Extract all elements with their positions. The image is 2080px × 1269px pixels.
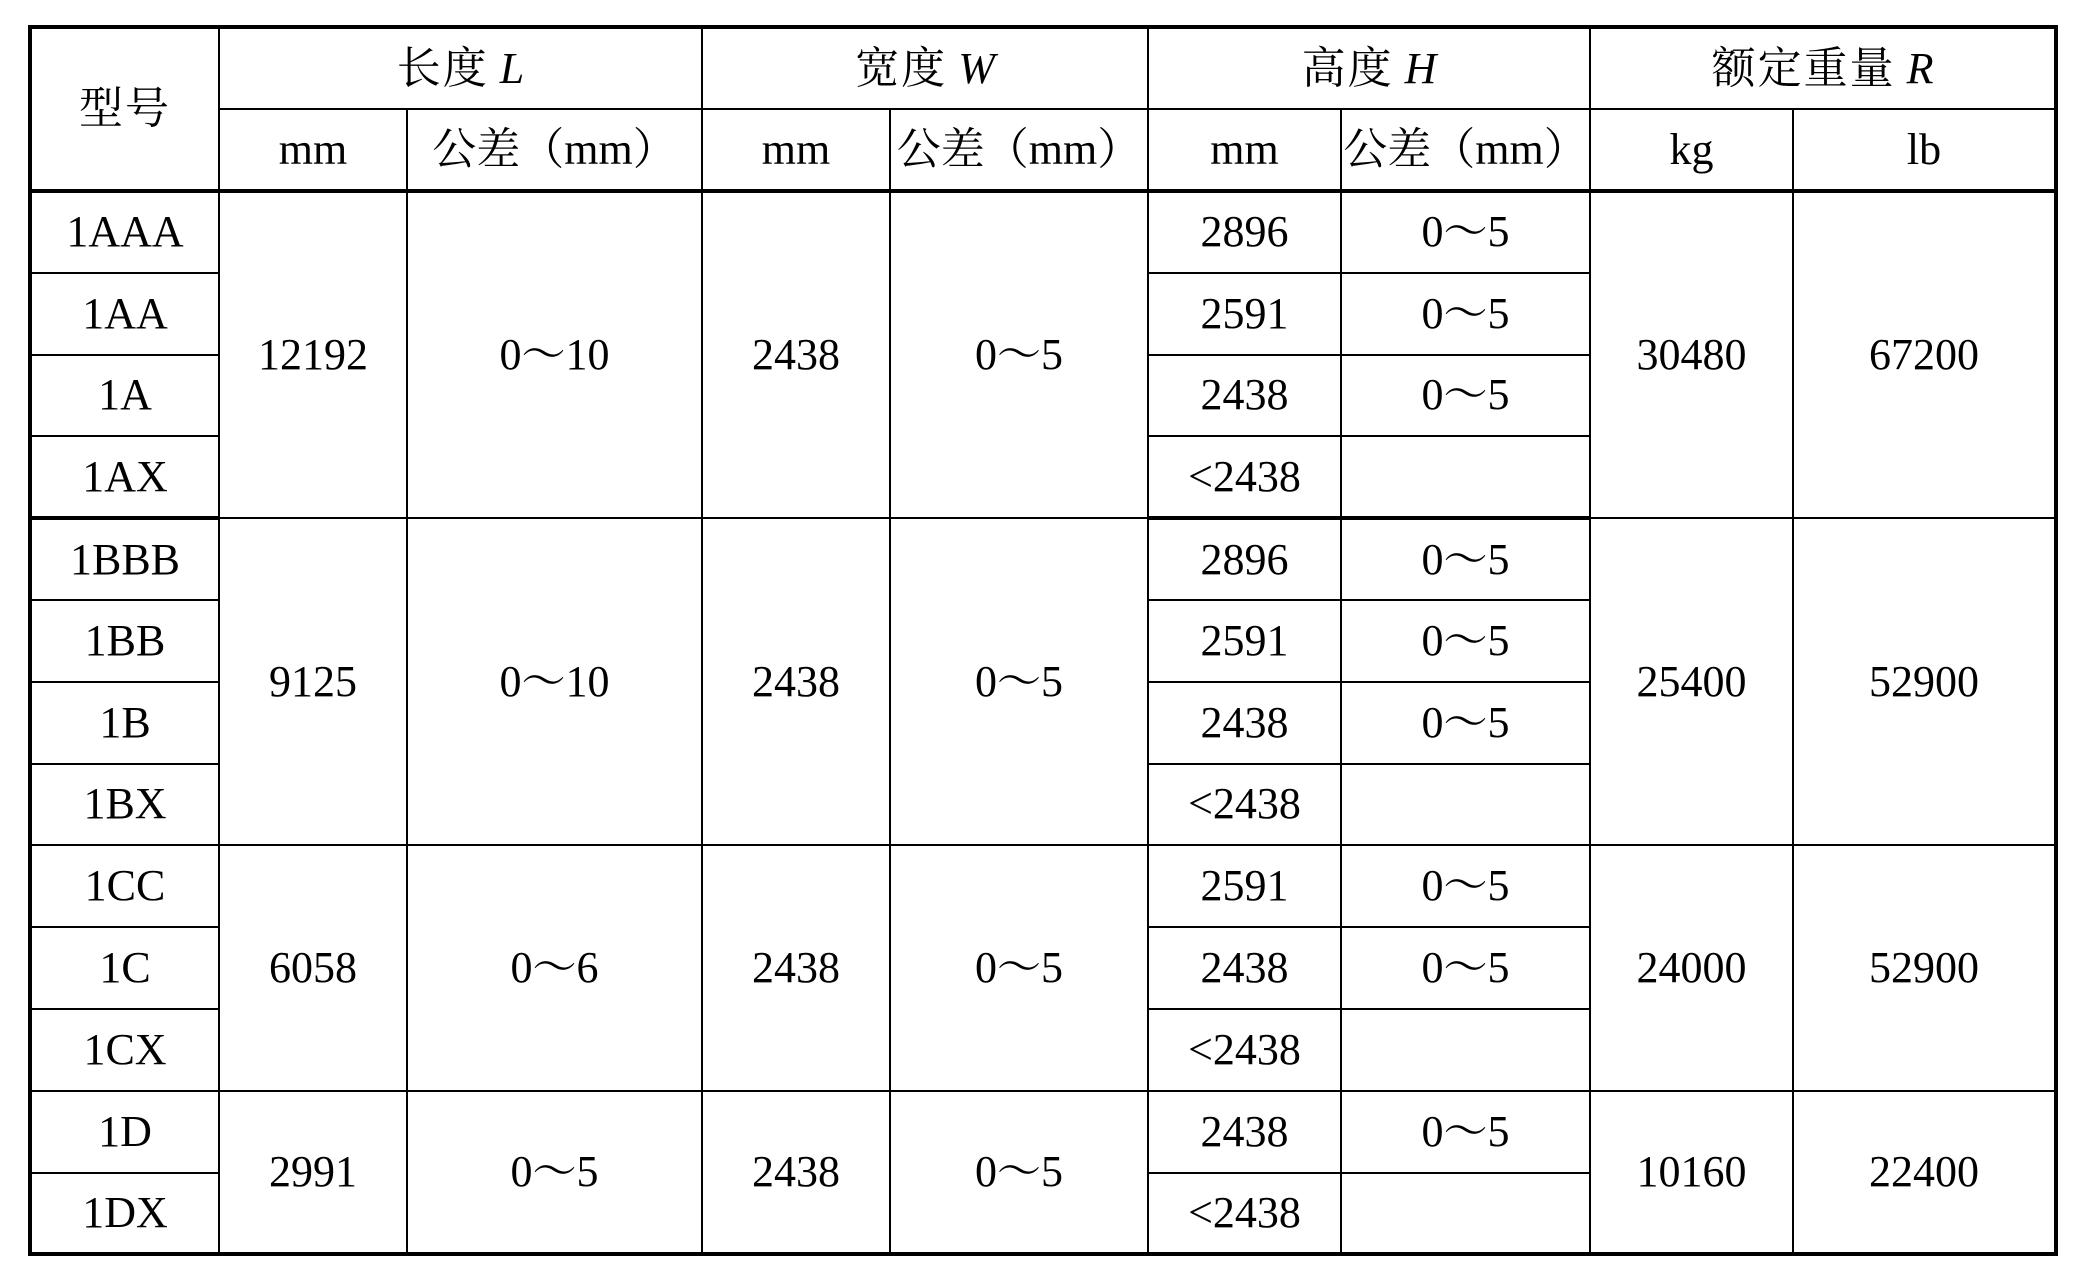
header-length-name: 长度	[396, 43, 489, 93]
cell-height-mm: 2591	[1148, 273, 1341, 355]
cell-height-tolerance: 0～5	[1341, 1091, 1590, 1173]
cell-height-mm: 2438	[1148, 355, 1341, 437]
header-rated-weight-symbol: R	[1906, 43, 1934, 93]
cell-width-tolerance: 0～5	[890, 518, 1148, 845]
subheader-height-mm: mm	[1148, 109, 1341, 191]
cell-model: 1DX	[30, 1173, 219, 1255]
cell-width-mm: 2438	[702, 191, 890, 518]
cell-height-tolerance: 0～5	[1341, 927, 1590, 1009]
header-width	[702, 27, 1148, 109]
subheader-weight-kg: kg	[1590, 109, 1793, 191]
subheader-weight-lb: lb	[1793, 109, 2056, 191]
header-width-name: 宽度	[855, 43, 948, 93]
cell-length-tolerance: 0～10	[407, 191, 702, 518]
cell-width-tolerance: 0～5	[890, 845, 1148, 1090]
cell-weight-kg: 24000	[1590, 845, 1793, 1090]
cell-height-mm: 2591	[1148, 845, 1341, 927]
cell-length-tolerance: 0～6	[407, 845, 702, 1090]
cell-model: 1BB	[30, 600, 219, 682]
cell-length-mm: 6058	[219, 845, 407, 1090]
cell-height-tolerance: 0～5	[1341, 845, 1590, 927]
table-row	[30, 845, 2056, 927]
cell-height-mm: <2438	[1148, 436, 1341, 518]
header-rated-weight	[1590, 27, 2056, 109]
header-height-symbol: H	[1404, 43, 1437, 93]
cell-model: 1BBB	[30, 518, 219, 600]
subheader-height-tolerance: 公差（mm）	[1341, 109, 1590, 191]
cell-model: 1CX	[30, 1009, 219, 1091]
cell-width-mm: 2438	[702, 1091, 890, 1255]
cell-weight-kg: 10160	[1590, 1091, 1793, 1255]
table-row	[30, 518, 2056, 600]
cell-height-tolerance: 0～5	[1341, 191, 1590, 273]
header-height-name: 高度	[1301, 43, 1394, 93]
cell-height-tolerance: 0～5	[1341, 682, 1590, 764]
cell-model: 1C	[30, 927, 219, 1009]
cell-height-mm: 2896	[1148, 191, 1341, 273]
table-body	[30, 191, 2056, 1254]
container-spec-table	[28, 25, 2058, 1256]
cell-height-mm: 2591	[1148, 600, 1341, 682]
header-group-row	[30, 27, 2056, 109]
header-width-symbol: W	[958, 43, 995, 93]
subheader-width-mm: mm	[702, 109, 890, 191]
cell-model: 1CC	[30, 845, 219, 927]
cell-width-tolerance: 0～5	[890, 191, 1148, 518]
container-spec-table-wrapper	[28, 25, 2054, 1252]
cell-model: 1AA	[30, 273, 219, 355]
table-row	[30, 1091, 2056, 1173]
header-rated-weight-name: 额定重量	[1711, 43, 1896, 93]
header-height	[1148, 27, 1590, 109]
cell-height-tolerance	[1341, 1009, 1590, 1091]
cell-weight-lb: 52900	[1793, 845, 2056, 1090]
subheader-length-mm: mm	[219, 109, 407, 191]
cell-height-tolerance: 0～5	[1341, 518, 1590, 600]
cell-height-mm: <2438	[1148, 764, 1341, 846]
cell-length-tolerance: 0～5	[407, 1091, 702, 1255]
cell-length-mm: 12192	[219, 191, 407, 518]
cell-length-mm: 9125	[219, 518, 407, 845]
cell-length-tolerance: 0～10	[407, 518, 702, 845]
cell-model: 1BX	[30, 764, 219, 846]
header-model: 型号	[30, 27, 219, 191]
cell-width-tolerance: 0～5	[890, 1091, 1148, 1255]
cell-height-mm: <2438	[1148, 1009, 1341, 1091]
header-unit-row	[30, 109, 2056, 191]
cell-weight-lb: 22400	[1793, 1091, 2056, 1255]
subheader-width-tolerance: 公差（mm）	[890, 109, 1148, 191]
header-length-symbol: L	[499, 43, 525, 93]
cell-height-mm: 2438	[1148, 1091, 1341, 1173]
cell-model: 1D	[30, 1091, 219, 1173]
subheader-length-tolerance: 公差（mm）	[407, 109, 702, 191]
cell-model: 1B	[30, 682, 219, 764]
cell-height-mm: 2438	[1148, 682, 1341, 764]
cell-height-tolerance: 0～5	[1341, 273, 1590, 355]
cell-height-tolerance	[1341, 764, 1590, 846]
table-row	[30, 191, 2056, 273]
cell-height-tolerance	[1341, 436, 1590, 518]
cell-weight-lb: 67200	[1793, 191, 2056, 518]
cell-model: 1AAA	[30, 191, 219, 273]
cell-height-mm: 2896	[1148, 518, 1341, 600]
cell-width-mm: 2438	[702, 518, 890, 845]
cell-height-tolerance: 0～5	[1341, 355, 1590, 437]
cell-weight-kg: 25400	[1590, 518, 1793, 845]
cell-length-mm: 2991	[219, 1091, 407, 1255]
header-length	[219, 27, 702, 109]
cell-model: 1AX	[30, 436, 219, 518]
cell-height-tolerance: 0～5	[1341, 600, 1590, 682]
cell-height-mm: 2438	[1148, 927, 1341, 1009]
cell-weight-kg: 30480	[1590, 191, 1793, 518]
cell-weight-lb: 52900	[1793, 518, 2056, 845]
cell-model: 1A	[30, 355, 219, 437]
cell-width-mm: 2438	[702, 845, 890, 1090]
cell-height-mm: <2438	[1148, 1173, 1341, 1255]
cell-height-tolerance	[1341, 1173, 1590, 1255]
